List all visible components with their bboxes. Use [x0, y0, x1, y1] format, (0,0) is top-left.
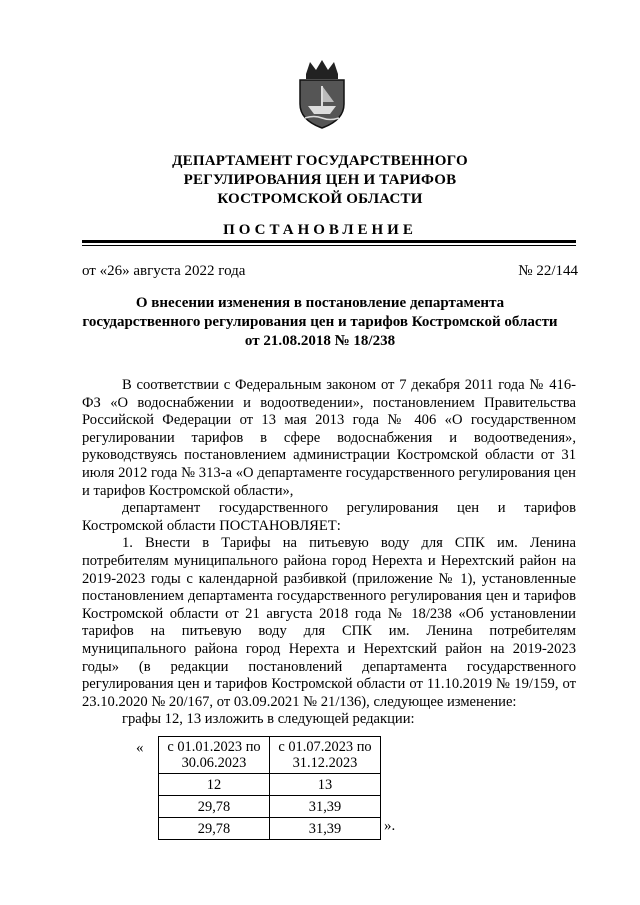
table-cell: 31,39 [270, 796, 381, 818]
closing-quote: ». [384, 818, 396, 834]
department-name [0, 152, 640, 209]
department-line: ДЕПАРТАМЕНТ ГОСУДАРСТВЕННОГО [172, 153, 468, 169]
table-cell: 31,39 [270, 818, 381, 840]
document-date: от «26» августа 2022 года [82, 263, 246, 279]
header-cell-period-1: с 01.01.2023 по 30.06.2023 [159, 737, 270, 774]
kostroma-coat-of-arms-icon [292, 58, 352, 130]
tariff-table [158, 736, 381, 840]
header-divider-thin [82, 245, 576, 246]
table-header-row [159, 737, 381, 774]
header-divider [82, 240, 576, 243]
subject-line: государственного регулирования цен и тарифов Костромской области [82, 314, 558, 330]
table-cell: 29,78 [159, 818, 270, 840]
opening-quote: « [136, 740, 144, 756]
tariff-table-block [132, 736, 432, 846]
document-body [82, 377, 576, 729]
column-number-cell: 13 [270, 774, 381, 796]
header-cell-period-2: с 01.07.2023 по 31.12.2023 [270, 737, 381, 774]
paragraph-legal-basis: В соответствии с Федеральным законом от 7 декабря 2011 года № 416-ФЗ «О водоснабжении и водоотведении», постановлением Правительства Российской Федерации от 13 мая 2013 года № 406 «О государственном регулировании тарифов в сфере водоснабжения и водоотведения», руководствуясь постановлением администрации Костромской области от 31 июля 2012 года № 313-а «О департаменте государственного регулирования цен и тарифов Костромской области», [82, 377, 576, 499]
column-number-row [159, 774, 381, 796]
department-line: КОСТРОМСКОЙ ОБЛАСТИ [217, 191, 423, 207]
document-number: № 22/144 [518, 263, 578, 279]
table-row [159, 818, 381, 840]
document-type: ПОСТАНОВЛЕНИЕ [223, 222, 417, 238]
document-subject [60, 294, 580, 351]
paragraph-columns: графы 12, 13 изложить в следующей редакции: [122, 711, 415, 728]
column-number-cell: 12 [159, 774, 270, 796]
table-row [159, 796, 381, 818]
paragraph-resolves: департамент государственного регулирования цен и тарифов Костромской области ПОСТАНОВЛЯЕТ: [82, 500, 576, 534]
subject-line: от 21.08.2018 № 18/238 [244, 333, 396, 349]
department-line: РЕГУЛИРОВАНИЯ ЦЕН И ТАРИФОВ [183, 172, 457, 188]
table-cell: 29,78 [159, 796, 270, 818]
subject-line: О внесении изменения в постановление департамента [135, 295, 505, 311]
paragraph-item-1: 1. Внести в Тарифы на питьевую воду для СПК им. Ленина потребителям муниципального района город Нерехта и Нерехтский район на 2019-2023 годы с календарной разбивкой (приложение № 1), установленные постановлением департамента государственного регулирования цен и тарифов Костромской области от 21 августа 2018 года № 18/238 «Об установлении тарифов на питьевую воду для СПК им. Ленина потребителям муниципального района город Нерехта и Нерехтский район на 2019-2023 годы» (в редакции постановлений департамента государственного регулирования цен и тарифов Костромской области от 11.10.2019 № 19/159, от 23.10.2020 № 20/167, от 03.09.2021 № 21/136), следующее изменение: [82, 535, 576, 710]
